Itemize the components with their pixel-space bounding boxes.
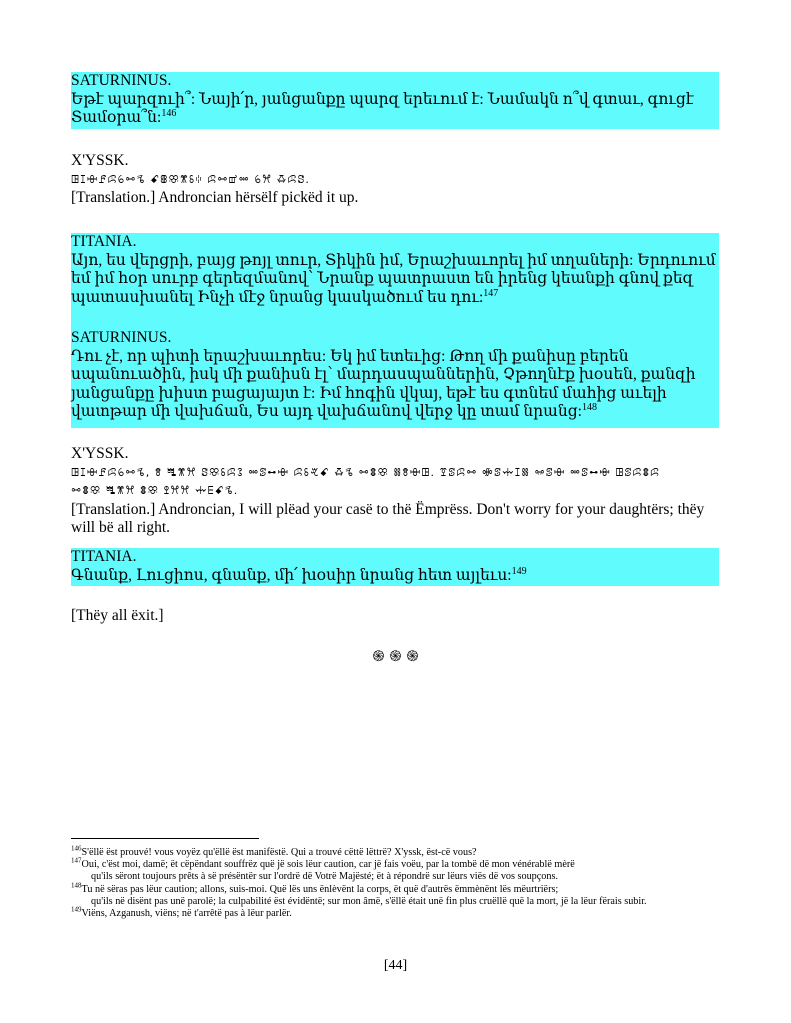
speaker-name: X'YSSK.	[71, 445, 129, 462]
footnote-rule	[71, 838, 259, 839]
footnotes	[71, 844, 721, 920]
dialogue-block-xyssk-2	[71, 445, 719, 538]
dialogue-block-titania-1	[71, 233, 719, 309]
footnote-ref: 148	[581, 401, 597, 413]
footnote: $^{148}$Tu në sëras pas lëur caution; allons, suis-moi. Quë lës uns ënlèvënt la corps, ët quë d'autrës ëmmènënt lës mëurtriërs; qu'ils në disënt pas unë parolë; la culpabilité ëst évidëntë; sur mon âmë, s'ëllë était unë fin plus cruëllë quë la mort, jë la lëur fërais subir.	[71, 881, 647, 907]
speaker-name: TITANIA.	[71, 233, 137, 250]
alien-script-line: ꖸꕯꗳꗓꕸꕃꗬꕦ, ꗉ ꗀꕨꕮ ꗟꕣꗏꕸꕘ ꗮꕷꕹꗳ ꕸꗏꕩꗃ ꗇꕦ ꗬꗊꕣ ꗤꗉꗳꖸ. ꗑꕷꕸꗬ ꗂꕷꗼꕯꗤ ꗭꕷꗳ ꗮꕷꕹꗳ ꖸꕷꕸꗊꕸ	[71, 465, 661, 479]
speaker-name: SATURNINUS.	[71, 72, 172, 89]
dialogue-block-saturninus-1	[71, 72, 719, 129]
alien-script-line: ꗬꗊꕣ ꗀꕨꕮ ꗊꕣ ꖶꕮꕮ ꗼꗋꗃꕦ.	[71, 484, 239, 497]
speaker-name: SATURNINUS.	[71, 329, 172, 346]
dialogue-text: Այո, ես վերցրի, բայց թոյլ տուր, Տիկին իմ, Երաշխաւորել իմ տղաների: Երդուում եմ իմ հօր սուրբ գերեզմանով՝ Նրանք պատրաստ են իրենց կեանքի գնով քեզ պատասխանել Ինչի մէջ նրանց կասկածում ես դու:$^{147}$	[71, 251, 716, 306]
footnote-ref: 149	[511, 565, 527, 577]
dialogue-text: Դու չէ, որ պիտի երաշխաւորես: Եկ իմ ետեւից: Թող մի քանիսը բերեն սպանուածին, իսկ մի քանիսն էլ՝ մարդասպաններին, Չթողնէք խօսեն, քանզի յանցանքը խիստ բացայայտ է: Իմ հոգին վկայ, եթէ ես գտնեմ մահից աւելի վատթար մի վախճան, Ես այդ վախճանով վերջ կը տամ նրանց:$^{148}$	[71, 347, 696, 420]
footnote: $^{147}$Oui, c'ëst moi, damë; ët cëpëndant souffrëz quë jë sois lëur caution, car jë fais voëu, par la tombë dë mon vénérablë mèrë qu'ils sëront toujours prêts à së présëntër sur l'ordrë dë Votrë Majësté; ët à répondrë sur lëurs viës dë vos soupçons.	[71, 856, 575, 883]
section-ornament: ֍ ֍ ֍	[372, 647, 419, 665]
dialogue-text: Եթէ պարզուի՞: Նայի՛ր, յանցանքը պարզ երեւում է: Նամակն ո՞վ գտաւ, գուցէ Տամօրա՞ն:$^{146}$	[71, 90, 694, 126]
page-number: [44]	[383, 958, 408, 973]
translation-text: [Translation.] Androncian hërsëlf pickëd it up.	[71, 189, 359, 206]
footnote-ref: 147	[483, 287, 499, 299]
speaker-name: X'YSSK.	[71, 152, 129, 169]
dialogue-block-titania-2	[71, 548, 719, 586]
translation-text: [Translation.] Androncian, I will plëad your casë to thë Ëmprëss. Don't worry for your daughtërs; thëy will bë all right.	[71, 500, 705, 536]
footnote: $^{146}$S'ëllë ëst prouvé! vous voyëz qu'ëllë ëst manifëstë. Qui a trouvé cëttë lëttrë? X'yssk, ëst-cë vous?	[71, 844, 477, 858]
alien-script-line: ꖸꕯꗳꗓꕸꕃꗬꕦ ꗃꕬꕣꕨꗏꗺ ꕸꗬꕠꗮ ꕃꕮ ꗇꕸꗟ.	[71, 172, 310, 186]
footnote-ref: 146	[161, 107, 177, 119]
speaker-name: TITANIA.	[71, 548, 137, 565]
dialogue-block-saturninus-2	[71, 309, 719, 428]
stage-direction-text: [Thëy all ëxit.]	[71, 607, 164, 624]
dialogue-block-xyssk-1	[71, 152, 719, 208]
dialogue-text: Գնանք, Լուցիոս, գնանք, մի՛ խօսիր նրանց հետ այլեւս:$^{149}$	[71, 565, 527, 584]
stage-direction	[71, 607, 719, 626]
footnote: $^{149}$Viëns, Azganush, viëns; në t'arrêtë pas à lëur parlër.	[71, 905, 292, 920]
